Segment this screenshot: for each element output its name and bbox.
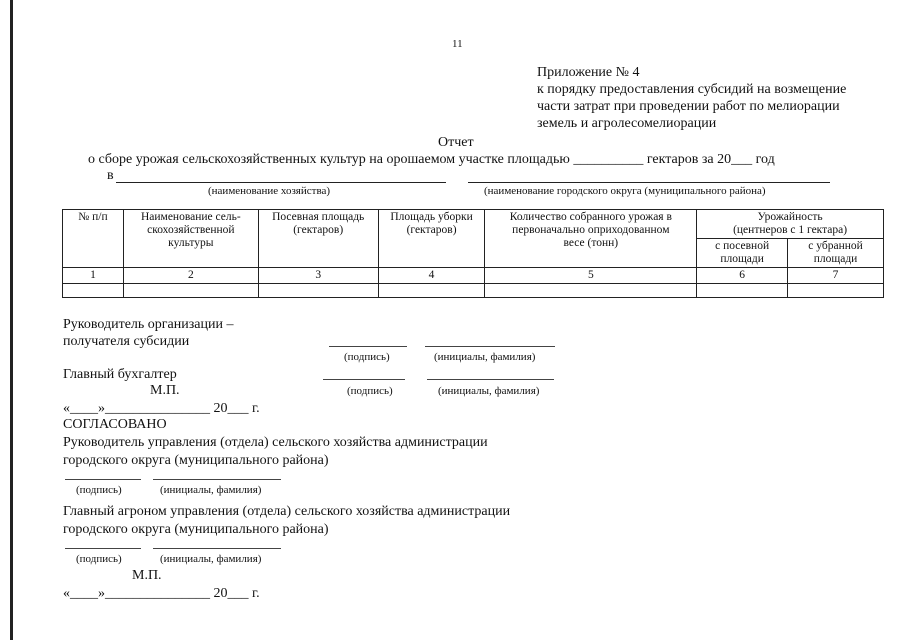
appendix-line-1: Приложение № 4 (537, 65, 640, 80)
agronomist-signature-caption: (подпись) (76, 553, 122, 565)
empty-cell (788, 284, 884, 298)
appendix-line-3: части затрат при проведении работ по мелиорации (537, 99, 840, 114)
head-org-initials-line (425, 346, 555, 347)
appendix-line-4: земель и агролесомелиорации (537, 116, 717, 131)
head-dept-initials-line (153, 479, 281, 480)
head-dept-line-1: Руководитель управления (отдела) сельского хозяйства администрации (63, 435, 488, 450)
chief-accountant-initials-caption: (инициалы, фамилия) (438, 385, 540, 397)
header-num: № п/п (63, 210, 124, 268)
column-number: 6 (697, 268, 788, 284)
stamp-label-1: М.П. (150, 383, 180, 398)
page-number: 11 (452, 38, 463, 50)
header-quantity: Количество собранного урожая в первоначально оприходованном весе (тонн) (485, 210, 697, 268)
header-yield-sown: с посевной площади (697, 239, 788, 268)
head-org-signature-caption: (подпись) (344, 351, 390, 363)
stamp-label-2: М.П. (132, 568, 162, 583)
column-number: 4 (378, 268, 485, 284)
farm-caption: (наименование хозяйства) (208, 185, 331, 197)
header-yield-harvested: с убранной площади (788, 239, 884, 268)
head-dept-signature-line (65, 479, 141, 480)
empty-cell (485, 284, 697, 298)
agronomist-line-1: Главный агроном управления (отдела) сельского хозяйства администрации (63, 504, 511, 519)
agronomist-initials-line (153, 548, 281, 549)
head-dept-signature-caption: (подпись) (76, 484, 122, 496)
report-table (62, 209, 884, 298)
column-number: 1 (63, 268, 124, 284)
agronomist-signature-line (65, 548, 141, 549)
header-yield: Урожайность (центнеров с 1 гектара) (697, 210, 884, 239)
agronomist-initials-caption: (инициалы, фамилия) (160, 553, 262, 565)
header-harvest-area: Площадь уборки (гектаров) (378, 210, 485, 268)
scan-border (10, 0, 13, 640)
empty-cell (378, 284, 485, 298)
report-title: Отчет (438, 135, 474, 150)
date-line-2: «____»_______________ 20___ г. (63, 586, 260, 601)
report-subtitle: о сборе урожая сельскохозяйственных культур на орошаемом участке площадью __________ гектаров за 20___ год (88, 152, 775, 167)
head-org-line-1: Руководитель организации – (63, 317, 234, 332)
empty-cell (123, 284, 258, 298)
date-line-1: «____»_______________ 20___ г. (63, 401, 260, 416)
column-number-row (63, 268, 884, 284)
in-prefix: в (107, 168, 114, 183)
chief-accountant-initials-line (427, 379, 554, 380)
empty-cell (697, 284, 788, 298)
chief-accountant-label: Главный бухгалтер (63, 367, 177, 382)
agronomist-line-2: городского округа (муниципального района) (63, 522, 329, 537)
column-number: 7 (788, 268, 884, 284)
header-crop-name: Наименование сель- скохозяйственной культуры (123, 210, 258, 268)
column-number: 2 (123, 268, 258, 284)
empty-cell (63, 284, 124, 298)
head-org-line-2: получателя субсидии (63, 334, 190, 349)
farm-name-line (116, 182, 446, 183)
district-caption: (наименование городского округа (муниципального района) (484, 185, 766, 197)
district-name-line (468, 182, 830, 183)
table-row (63, 284, 884, 298)
head-org-signature-line (329, 346, 407, 347)
column-number: 3 (258, 268, 378, 284)
header-sown-area: Посевная площадь (гектаров) (258, 210, 378, 268)
head-dept-line-2: городского округа (муниципального района) (63, 453, 329, 468)
head-dept-initials-caption: (инициалы, фамилия) (160, 484, 262, 496)
chief-accountant-signature-caption: (подпись) (347, 385, 393, 397)
agreed-label: СОГЛАСОВАНО (63, 417, 167, 432)
appendix-line-2: к порядку предоставления субсидий на возмещение (537, 82, 847, 97)
empty-cell (258, 284, 378, 298)
head-org-initials-caption: (инициалы, фамилия) (434, 351, 536, 363)
column-number: 5 (485, 268, 697, 284)
chief-accountant-signature-line (323, 379, 405, 380)
